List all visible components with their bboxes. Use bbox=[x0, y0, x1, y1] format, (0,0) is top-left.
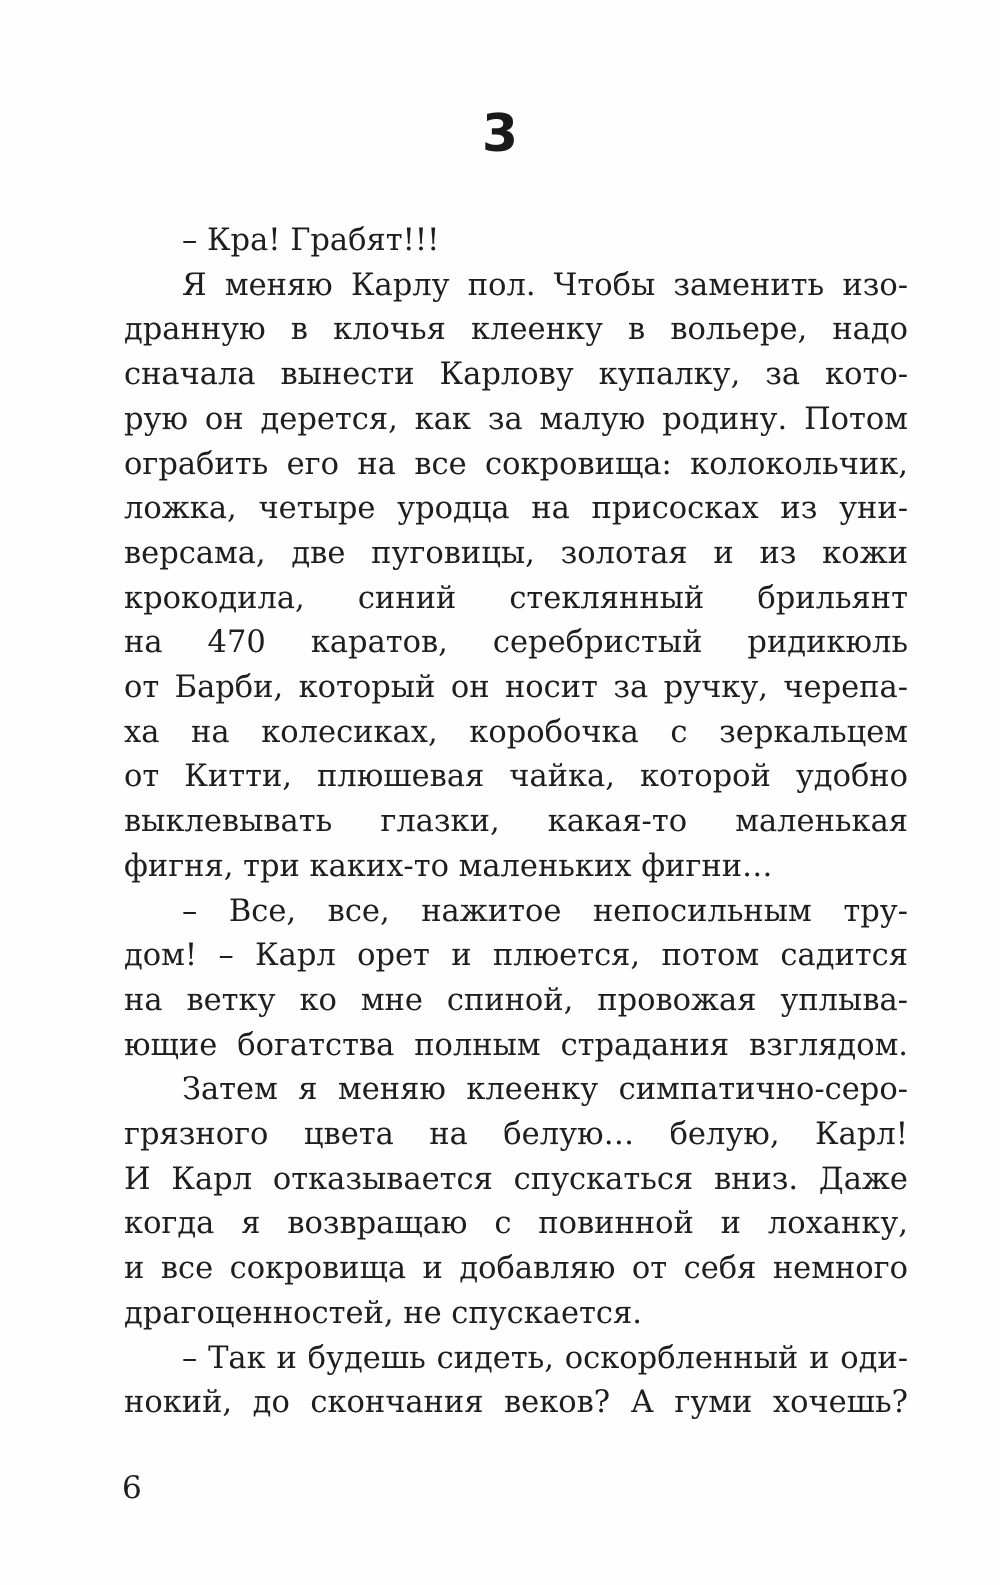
text-line: Затем я меняю клеенку симпатично-серо- bbox=[182, 1072, 908, 1108]
text-line: – Все, все, нажитое непосильным тру- bbox=[182, 893, 908, 929]
text-line: от Барби, который он носит за ручку, черепа- bbox=[124, 670, 908, 706]
text-line: сначала вынести Карлову купалку, за кото- bbox=[124, 357, 908, 393]
paragraph bbox=[124, 219, 908, 264]
text-line: фигня, три каких-то маленьких фигни… bbox=[124, 848, 773, 884]
text-line: ограбить его на все сокровища: колокольчик, bbox=[124, 446, 908, 482]
paragraph bbox=[124, 1068, 908, 1336]
text-line: выклевывать глазки, какая-то маленькая bbox=[124, 804, 908, 840]
text-line: дранную в клочья клеенку в вольере, надо bbox=[124, 312, 908, 348]
text-line: крокодила, синий стеклянный брильянт bbox=[124, 580, 908, 616]
text-line: И Карл отказывается спускаться вниз. Даже bbox=[124, 1161, 908, 1197]
page-number: 6 bbox=[122, 1470, 142, 1506]
text-line: версама, две пуговицы, золотая и из кожи bbox=[124, 535, 908, 571]
text-line: Я меняю Карлу пол. Чтобы заменить изо- bbox=[182, 267, 908, 303]
paragraph bbox=[124, 890, 908, 1069]
text-line: рую он дерется, как за малую родину. Потом bbox=[124, 401, 908, 437]
text-line: ложка, четыре уродца на присосках из уни- bbox=[124, 491, 908, 527]
text-line: – Кра! Грабят!!! bbox=[182, 223, 440, 258]
body-text bbox=[124, 219, 908, 1426]
chapter-number: 3 bbox=[481, 104, 519, 164]
text-line: на 470 каратов, серебристый ридикюль bbox=[124, 625, 908, 661]
text-line: и все сокровища и добавляю от себя немного bbox=[124, 1251, 908, 1287]
text-line: на ветку ко мне спиной, провожая уплыва- bbox=[124, 982, 908, 1018]
text-line: грязного цвета на белую… белую, Карл! bbox=[124, 1117, 908, 1153]
paragraph bbox=[124, 1337, 908, 1426]
text-line: – Так и будешь сидеть, оскорбленный и оди- bbox=[182, 1340, 908, 1376]
text-line: нокий, до скончания веков? А гуми хочешь? bbox=[124, 1385, 908, 1421]
text-line: когда я возвращаю с повинной и лоханку, bbox=[124, 1206, 908, 1242]
text-line: драгоценностей, не спускается. bbox=[124, 1295, 642, 1331]
text-line: от Китти, плюшевая чайка, которой удобно bbox=[124, 759, 908, 795]
text-line: ющие богатства полным страдания взглядом. bbox=[124, 1027, 908, 1063]
paragraph bbox=[124, 264, 908, 890]
text-line: ха на колесиках, коробочка с зеркальцем bbox=[124, 714, 908, 750]
text-line: дом! – Карл орет и плюется, потом садится bbox=[124, 938, 908, 974]
